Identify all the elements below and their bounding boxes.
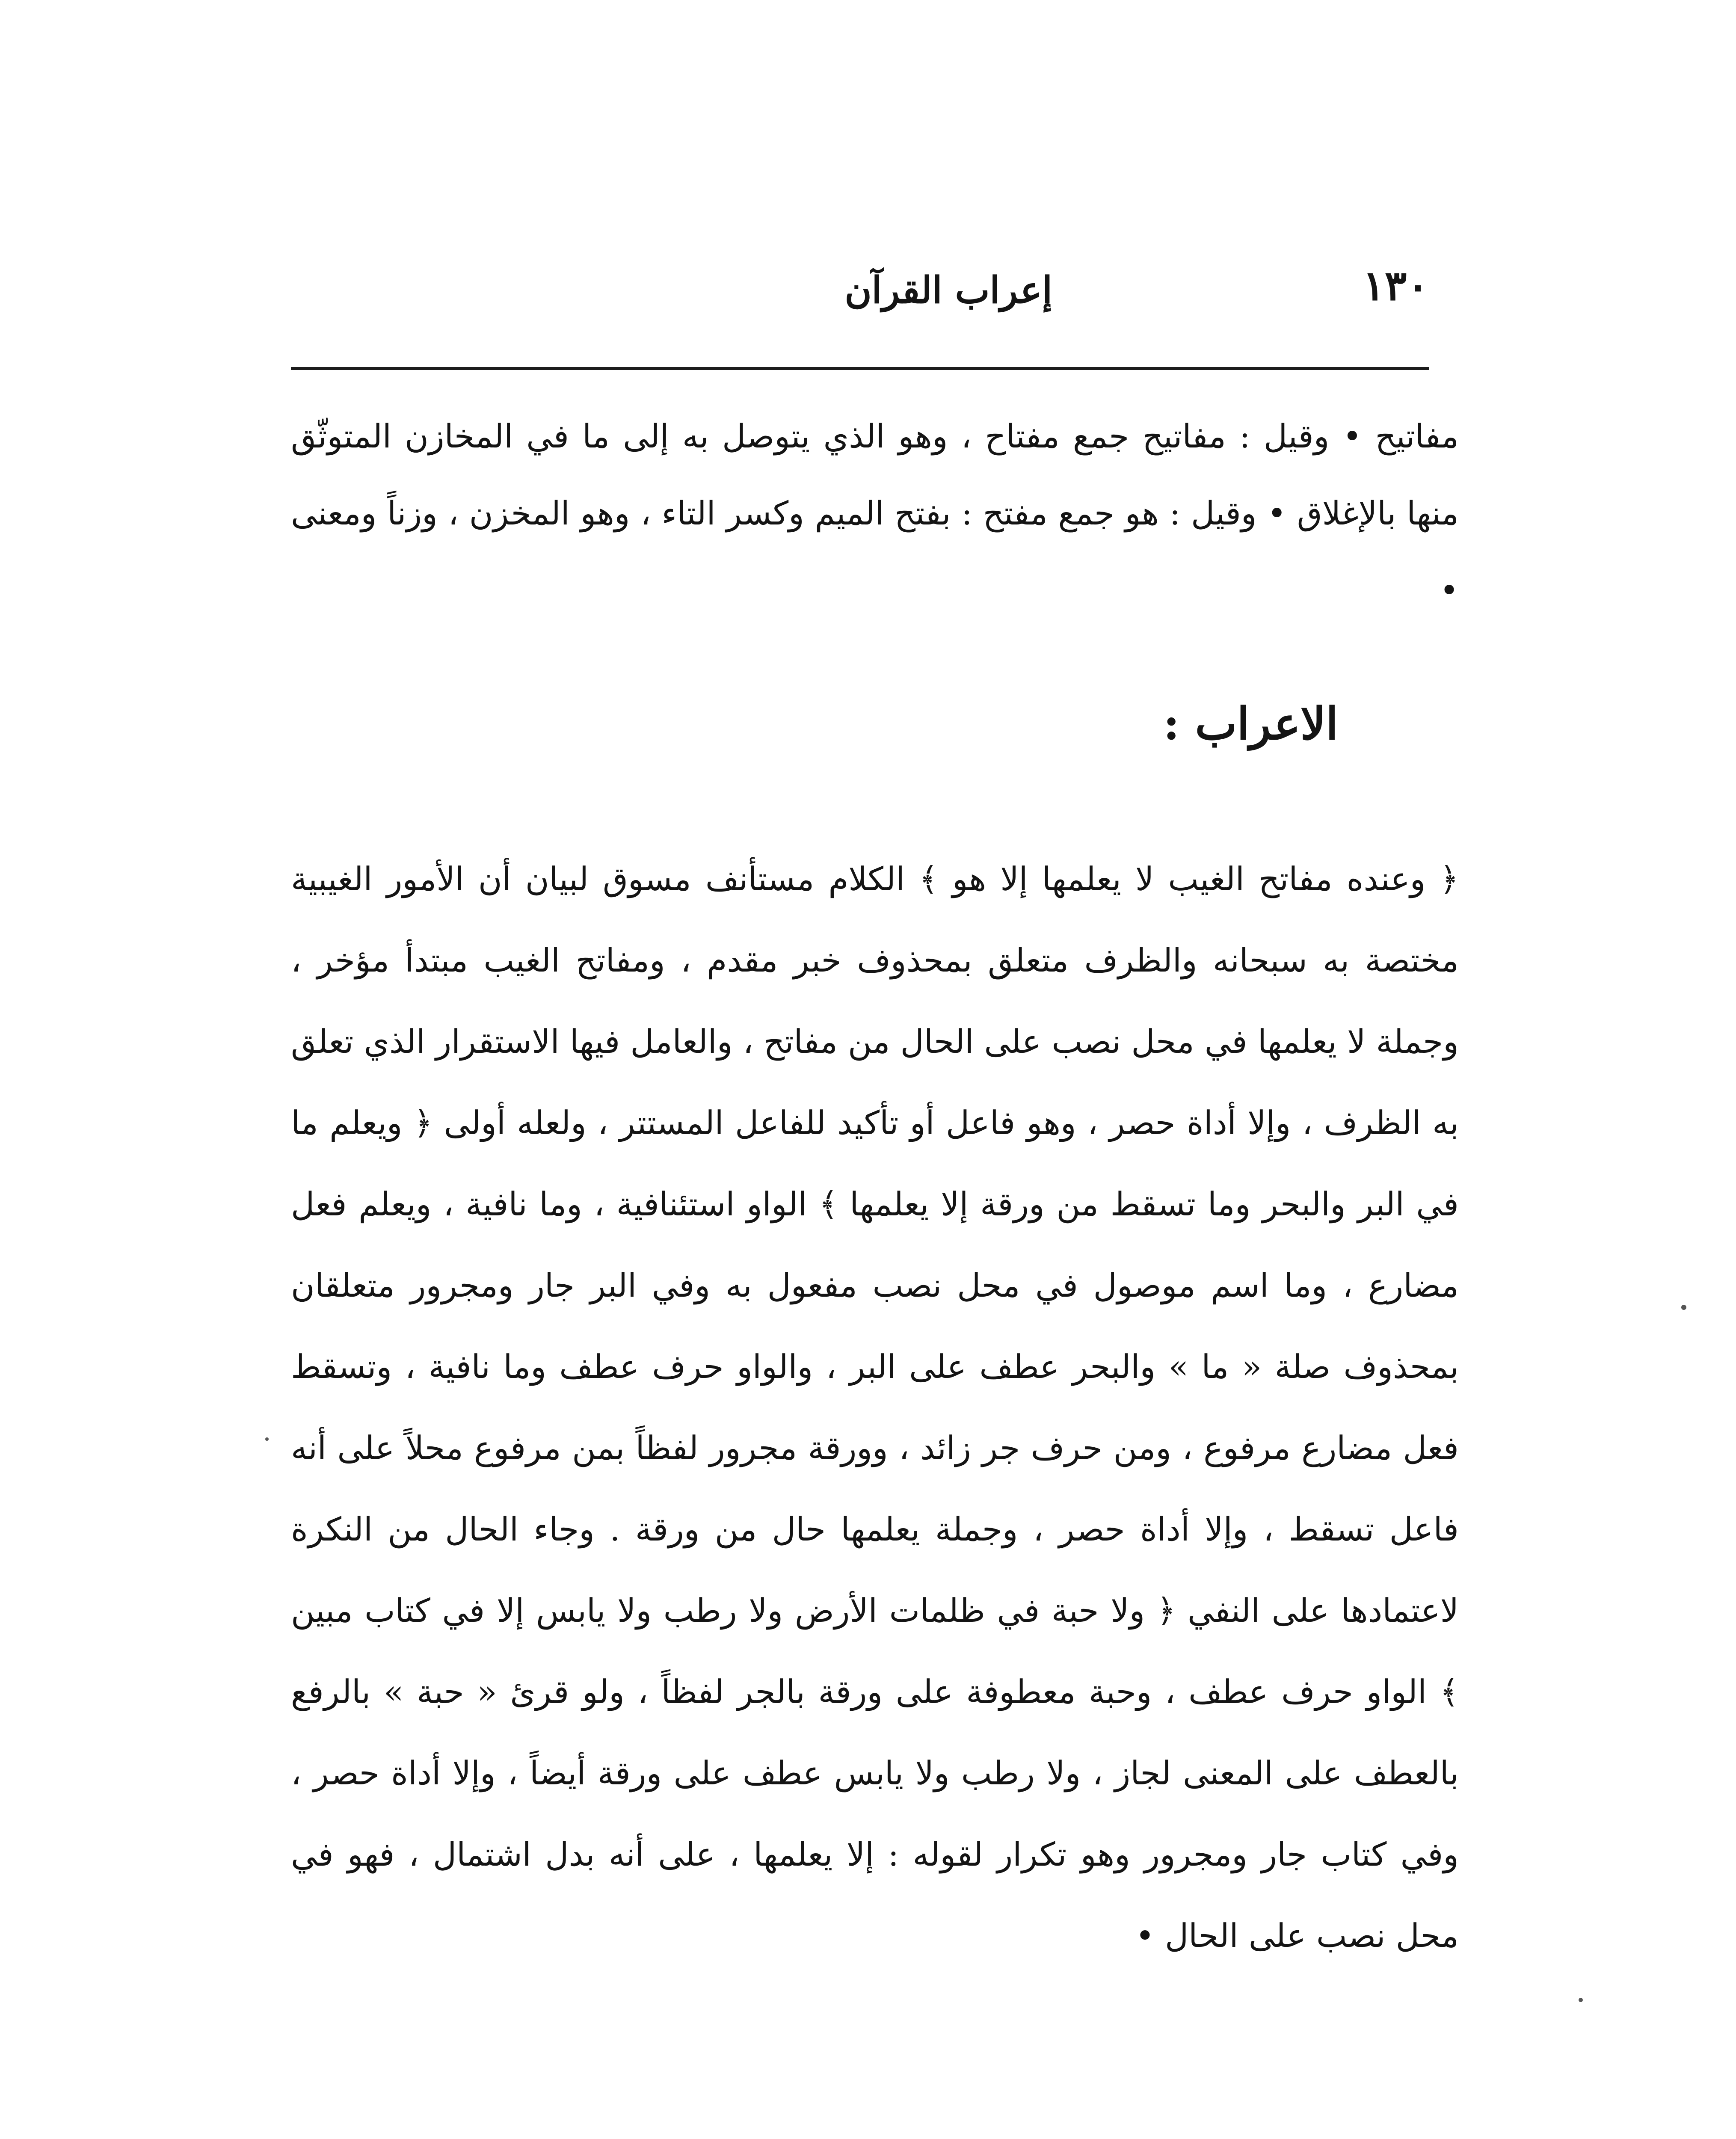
page-header: [291, 257, 1429, 338]
header-rule: [291, 367, 1429, 370]
intro-paragraph: [291, 398, 1459, 629]
analysis-paragraph: [291, 838, 1459, 1976]
scan-speck: [1579, 1998, 1583, 2002]
scan-speck: [265, 1437, 269, 1441]
section-heading: الاعراب :: [1163, 697, 1338, 750]
scan-speck: [1681, 1305, 1686, 1310]
page-number: ١٣٠: [1363, 261, 1429, 310]
intro-text: مفاتيح • وقيل : مفاتيح جمع مفتاح ، وهو الذي يتوصل به إلى ما في المخازن المتوثّق منها بالإغلاق • وقيل : هو جمع مفتح : بفتح الميم وكسر التاء ، وهو المخزن ، وزناً ومعنى •: [291, 417, 1459, 609]
analysis-text: ﴿ وعنده مفاتح الغيب لا يعلمها إلا هو ﴾ الكلام مستأنف مسوق لبيان أن الأمور الغيبية مختصة به سبحانه والظرف متعلق بمحذوف خبر مقدم ، ومفاتح الغيب مبتدأ مؤخر ، وجملة لا يعلمها في محل نصب على الحال من مفاتح ، والعامل فيها الاستقرار الذي تعلق به الظرف ، وإلا أداة حصر ، وهو فاعل أو تأكيد للفاعل المستتر ، ولعله أولى ﴿ ويعلم ما في البر والبحر وما تسقط من ورقة إلا يعلمها ﴾ الواو استئنافية ، وما نافية ، ويعلم فعل مضارع ، وما اسم موصول في محل نصب مفعول به وفي البر جار ومجرور متعلقان بمحذوف صلة « ما » والبحر عطف على البر ، والواو حرف عطف وما نافية ، وتسقط فعل مضارع مرفوع ، ومن حرف جر زائد ، وورقة مجرور لفظاً بمن مرفوع محلاً على أنه فاعل تسقط ، وإلا أداة حصر ، وجملة يعلمها حال من ورقة . وجاء الحال من النكرة لاعتمادها على النفي ﴿ ولا حبة في ظلمات الأرض ولا رطب ولا يابس إلا في كتاب مبين ﴾ الواو حرف عطف ، وحبة معطوفة على ورقة بالجر لفظاً ، ولو قرئ « حبة » بالرفع بالعطف على المعنى لجاز ، ولا رطب ولا يابس عطف على ورقة أيضاً ، وإلا أداة حصر ، وفي كتاب جار ومجرور وهو تكرار لقوله : إلا يعلمها ، على أنه بدل اشتمال ، فهو في محل نصب على الحال •: [291, 860, 1459, 1955]
running-title: إعراب القرآن: [844, 269, 1052, 312]
